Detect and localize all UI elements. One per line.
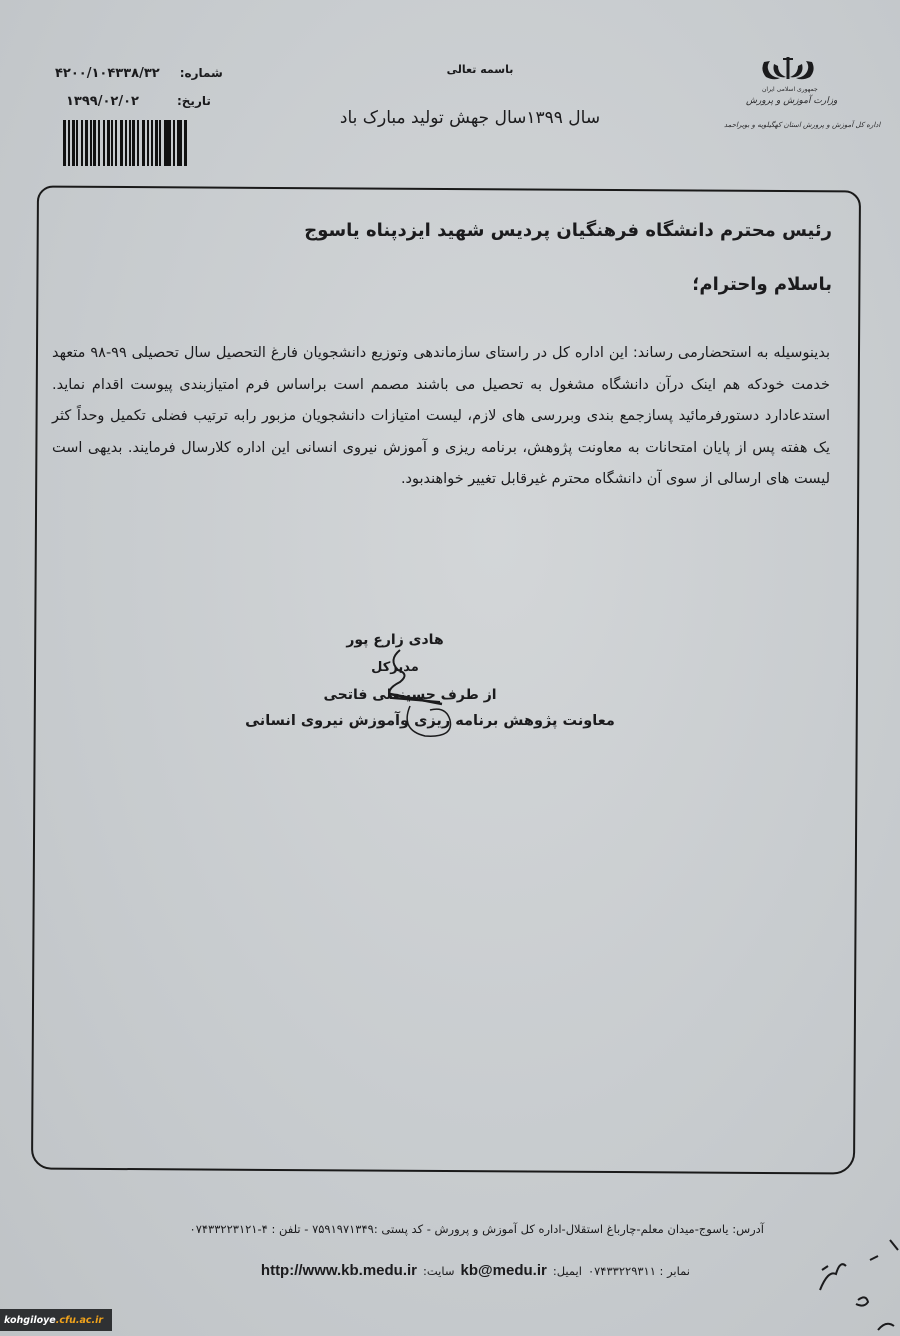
footer-fax: نمابر : ۰۷۴۳۳۲۲۹۳۱۱ [587,1264,690,1278]
letter-body: بدینوسیله به استحضارمی رساند: این اداره کل در راستای سازماندهی وتوزیع دانشجویان فارغ التحصیل سال تحصیلی ۹۹-۹۸ متعهد خدمت خودکه هم اینک درآن دانشگاه مشغول به تحصیل می باشند مصمم است براساس فرم امتیازبندی پیوست اقدام نماید. استدعادارد دستورفرمائید پسازجمع بندی وبررسی های لازم، لیست امتیازات دانشجویان مزبور رابه ترتیب فضلی تکمیل وحداً کثر یک هفته پس از پایان امتحانات به معاونت پژوهش، برنامه ریزی و آموزش نیروی انسانی این اداره کلارسال فرمایند. بدیهی است لیست های ارسالی از سوی آن دانشگاه محترم غیرقابل تغییر خواهندبود. [52,345,830,487]
site-watermark [0,1309,112,1331]
footer-site-label: سایت: [423,1264,455,1278]
letter-recipient: رئیس محترم دانشگاه فرهنگیان پردیس شهید ایزدپناه یاسوج [304,220,832,241]
bismillah-heading: باسمه تعالی [446,63,514,76]
letter-date-label: تاریخ: [176,94,211,108]
signatory-department: معاونت پژوهش برنامه ریزی وآموزش نیروی انسانی [245,713,615,729]
iran-emblem-icon [758,56,818,82]
signatory-name: هادی زارع پور [346,632,444,648]
barcode-icon [63,120,193,166]
watermark-text-accent: .cfu.ac.ir [55,1314,104,1326]
footer-site-link[interactable]: http://www.kb.medu.ir [260,1262,418,1279]
footer-contact [261,1262,690,1279]
letter-greeting: باسلام واحترام؛ [692,274,832,295]
handwritten-annotation-icon [810,1230,900,1336]
signatory-title: مدیرکل [371,660,419,675]
letter-number-value: ۴۲۰۰/۱۰۴۳۳۸/۳۲ [55,66,160,81]
letter-date-value: ۱۳۹۹/۰۲/۰۲ [66,94,139,109]
footer-email-label: ایمیل: [552,1264,582,1278]
handwritten-signature-icon [370,640,480,750]
footer-address: آدرس: یاسوج-میدان معلم-چارباغ استقلال-اداره کل آموزش و پرورش - کد پستی :۷۵۹۱۹۷۱۳۴۹ - تلفن : ۴-۰۷۴۳۳۲۲۳۱۲۱ [189,1222,764,1236]
watermark-text-primary: kohgiloye [4,1314,56,1326]
letter-number-row [55,66,223,81]
letter-date-row [66,94,211,109]
letter-number-label: شماره: [179,66,223,80]
emblem-caption-office: اداره کل آموزش و پرورش استان کهگیلویه و بویراحمد [724,121,881,129]
emblem-caption-country: جمهوری اسلامی ایران [762,86,818,93]
year-slogan: سال ۱۳۹۹سال جهش تولید مبارک باد [339,108,601,128]
emblem-caption-ministry: وزارت آموزش و پرورش [746,96,838,106]
footer-email-link[interactable]: kb@medu.ir [460,1262,547,1279]
signatory-on-behalf: از طرف حسینعلی فاتحی [323,687,497,703]
